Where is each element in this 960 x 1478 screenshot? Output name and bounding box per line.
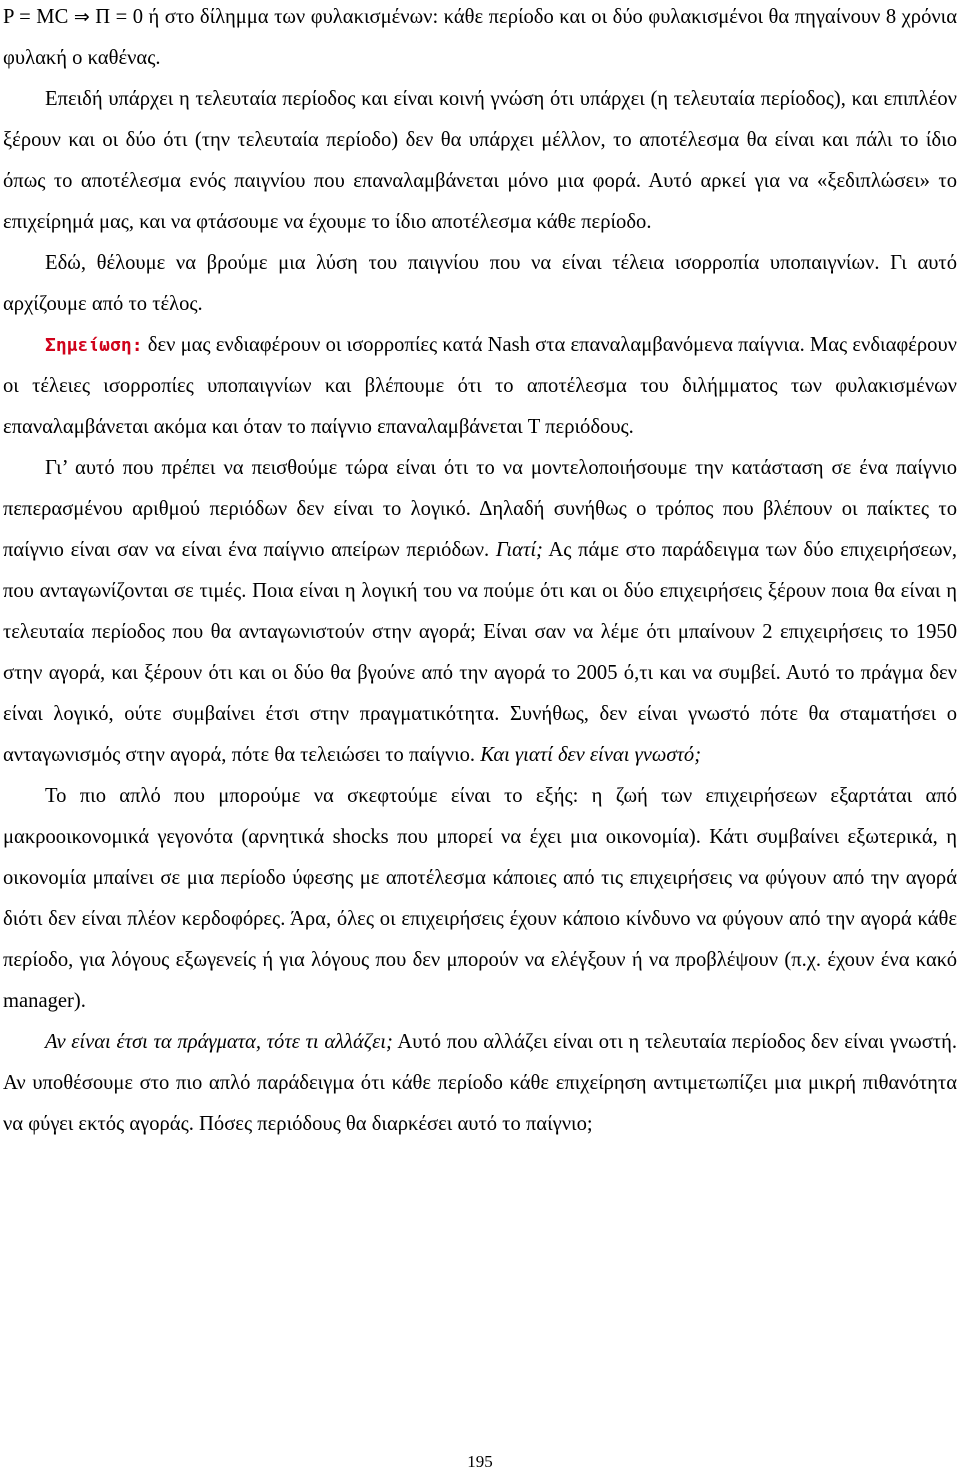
paragraph-text: Π = 0 ή στο δίλημμα των φυλακισμένων: κάθε περίοδο και οι δύο φυλακισμένοι θα πηγαίνουν 8 χρόνια φυλακή ο καθένας. (3, 6, 958, 69)
paragraph-last-period (3, 79, 957, 243)
paragraph-infinite-horizon (3, 448, 957, 776)
paragraph-note (3, 325, 957, 448)
paragraph-text: Αυτό που αλλάζει είναι οτι η τελευταία περίοδος δεν είναι γνωστή. Αν υποθέσουμε στο πιο απλό παράδειγμα ότι κάθε περίοδο κάθε επιχείρηση αντιμετωπίζει μια μικρή πιθανότητα να φύγει εκτός αγοράς. Πόσες περιόδους θα διαρκέσει αυτό το παίγνιο; (3, 1031, 957, 1135)
italic-question: Και γιατί δεν είναι γνωστό; (480, 744, 702, 766)
italic-question: Γιατί; (495, 539, 543, 561)
body-text (3, 0, 957, 1145)
paragraph-macro-shocks (3, 776, 957, 1022)
note-label: Σημείωση: (45, 335, 143, 356)
paragraph-text: Εδώ, θέλουμε να βρούμε μια λύση του παιγνίου που να είναι τέλεια ισορροπία υποπαιγνίων. Γι αυτό αρχίζουμε από το τέλος. (3, 252, 957, 315)
paragraph-text: Γι’ αυτό που πρέπει να πεισθούμε τώρα είναι ότι το να μοντελοποιήσουμε την κατάσταση σε ένα παίγνιο πεπερασμένου αριθμού περιόδων δεν είναι το λογικό. Δηλαδή συνήθως ο τρόπος που βλέπουν οι παίκτες το παίγνιο είναι σαν να είναι ένα παίγνιο απείρων περιόδων. (3, 457, 957, 561)
implies-arrow-icon: ⇒ (73, 6, 90, 28)
paragraph-text: Το πιο απλό που μπορούμε να σκεφτούμε είναι το εξής: η ζωή των επιχειρήσεων εξαρτάται από μακροοικονομικά γεγονότα (αρνητικά shocks που μπορεί να έχει μια οικονομία). Κάτι συμβαίνει εξωτερικά, η οικονομία μπαίνει σε μια περίοδο ύφεσης με αποτέλεσμα κάποιες από τις επιχειρήσεις να φύγουν από την αγορά διότι δεν είναι πλέον κερδοφόρες. Άρα, όλες οι επιχειρήσεις έχουν κάποιο κίνδυνο να φύγουν από την αγορά κάθε περίοδο, για λόγους εξωγενείς ή για λόγους που δεν μπορούν να ελέγξουν ή να προβλέψουν (π.χ. έχουν ένα κακό manager). (3, 785, 957, 1012)
formula-text: P = MC (3, 6, 74, 28)
paragraph-what-changes (3, 1022, 957, 1145)
paragraph-text: Ας πάμε στο παράδειγμα των δύο επιχειρήσεων, που ανταγωνίζονται σε τιμές. Ποια είναι η λογική του να πούμε ότι και οι δύο επιχειρήσεις ξέρουν ποια θα είναι η τελευταία περίοδος που θα ανταγωνιστούν στην αγορά; Είναι σαν να λέμε ότι μπαίνουν 2 επιχειρήσεις το 1950 στην αγορά, και ξέρουν ότι και οι δύο θα βγούνε από την αγορά το 2005 ό,τι και να συμβεί. Αυτό το πράγμα δεν είναι λογικό, ούτε συμβαίνει έτσι στην πραγματικότητα. Συνήθως, δεν είναι γνωστό πότε θα σταματήσει ο ανταγωνισμός στην αγορά, πότε θα τελειώσει το παίγνιο. (3, 539, 957, 766)
page-number: 195 (467, 1452, 493, 1471)
paragraph-equilibrium-result (3, 0, 957, 79)
paragraph-subgame-perfect (3, 243, 957, 325)
italic-question: Αν είναι έτσι τα πράγματα, τότε τι αλλάζει; (45, 1031, 393, 1053)
paragraph-text: δεν μας ενδιαφέρουν οι ισορροπίες κατά Nash στα επαναλαμβανόμενα παίγνια. Μας ενδιαφέρουν οι τέλειες ισορροπίες υποπαιγνίων και βλέπουμε ότι το αποτέλεσμα του διλήμματος των φυλακισμένων επαναλαμβάνεται ακόμα και όταν το παίγνιο επαναλαμβάνεται T περιόδους. (3, 334, 957, 438)
paragraph-text: Επειδή υπάρχει η τελευταία περίοδος και είναι κοινή γνώση ότι υπάρχει (η τελευταία περίοδος), και επιπλέον ξέρουν και οι δύο ότι (την τελευταία περίοδο) δεν θα υπάρχει μέλλον, το αποτέλεσμα θα είναι και πάλι το ίδιο όπως το αποτέλεσμα ενός παιγνίου που επαναλαμβάνεται μόνο μια φορά. Αυτό αρκεί για να «ξεδιπλώσει» το επιχείρημά μας, και να φτάσουμε να έχουμε το ίδιο αποτέλεσμα κάθε περίοδο. (3, 88, 957, 233)
